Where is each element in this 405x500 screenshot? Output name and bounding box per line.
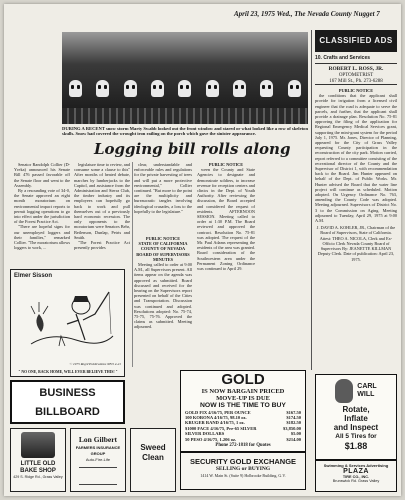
gold-price: $182.50 [286, 420, 301, 426]
photo-caption: DURING A RECENT snow storm Marty Swabb looked out the front window and stared or what looked like a row of skeleton skulls. Snow had covered the wrought iron railing on the porch which gave the sinister appearance. [62, 126, 308, 137]
bakery-icon [21, 432, 55, 458]
cartoon-credit: © 1975 Reg'd Publications NEO 4-21 [69, 362, 121, 366]
gold-price: $3,850.00 [283, 425, 301, 431]
gold-price: $167.50 [286, 409, 301, 415]
insurance-divider [79, 467, 117, 485]
carl-will-tire-ad [315, 374, 397, 460]
carl-name-line: WILL [357, 391, 375, 398]
bake-shop-ad [10, 428, 66, 492]
carl-service-line: Rotate, [342, 405, 370, 414]
cleaning-ad [130, 428, 176, 492]
snow-skull [151, 80, 164, 97]
column-rule [311, 30, 312, 370]
carl-name-line: CARL [357, 383, 377, 390]
column-rule [132, 162, 133, 367]
snow-railing-photo [62, 32, 308, 124]
snow-skull [233, 80, 246, 97]
optometrist-ad [315, 63, 397, 85]
carl-service-line: All 5 Tires for [335, 433, 377, 440]
insurance-lines: Auto-Fire-Life [85, 457, 111, 462]
article-column-1 [14, 162, 70, 267]
gold-price-row [181, 437, 305, 442]
plaza-tire-ad [315, 460, 397, 492]
gold-phone: Phone 272-1818 for Quotes [215, 442, 271, 448]
snow-skull [96, 80, 109, 97]
notice-body: ween the County and State Agencies to designate and demonstrate soldiers, to increase revenue for reception centers and clinics in the Dept. of Youth Authority. After reviewing the discussion, the Board accepted and considered the request of residents. AFTERNOON SESSION. Meeting called to order at 1:30 P.M. The Board reviewed and approved the contract. Resolution No. 75-81 was adopted. The request of the Mr. Paul Adams representing the residents of the area was granted. Board consideration of the Southwestern area under the Permanent Zoning Ordinance was continued to April 29. [197, 167, 255, 272]
cleaning-line: Sweed [140, 443, 166, 452]
classified-section-label: 10. Crafts and Services [315, 55, 371, 61]
notice-title: PUBLIC NOTICE [208, 162, 244, 167]
snow-skull [178, 80, 191, 97]
billboard-line: BUSINESS [39, 387, 96, 399]
fisherman-illustration [21, 284, 116, 354]
gold-bargain-ad [180, 370, 306, 452]
article-headline: Logging bill rolls along [94, 140, 291, 158]
security-name: SECURITY GOLD EXCHANGE [189, 457, 297, 466]
snow-skull [206, 80, 219, 97]
article-paragraph: legislature time to review, and consume some a clause to this" After months of heated debate, marches by lumberjacks to the Capitol, and assistance from the Administration and Sierra Club, the timber industry and its employees can hopefully go back to work and pull themselves out of a previously hard economic recession. The only opponents to the moratorium were Senators Behr, Beilenson, Dunlap, Petris and Smith. [74, 162, 130, 240]
notice-title: PUBLIC NOTICE [145, 236, 181, 241]
carl-price: $1.88 [344, 441, 368, 451]
notice-signature: J. DAVID A. KOHLER, JR., Chairman of the Board of Supervisors, State of California. Attest: THEO A. NICOLA, Clerk and Ex-Officio Clerk Nevada County Board of Supervisors By: JEANETTE KILLMAN Deputy Clerk. Date of publication: April 23, 1975. [316, 225, 396, 262]
carl-name [357, 383, 376, 399]
cleaning-line: Clean [142, 453, 164, 462]
notice-body: Meeting called to order at 9:00 A.M., all Supervisors present. All items appear on the agenda was approved as submitted. Board discussed and received for the hearing on the Supervisors report presented on behalf of the Cities and Transportation. Discussion was continued and adopted. Resolutions adopted: No. 75-74, 75-75, 75-76. Approved the claims as submitted. Meeting adjourned. [134, 262, 192, 330]
snow-skull [124, 80, 137, 97]
tire-address: Brunswick Rd. Grass Valley [332, 479, 380, 483]
carl-service-line: and Inspect [333, 423, 379, 432]
article-paragraph: "The Forest Practice Act presently provides [74, 240, 130, 251]
gold-item: $1000 FACE 4/16/75, Pre-65 SILVER [185, 425, 257, 431]
gold-item: 100 KORONA 4/16/75, 98.10 oz. [185, 414, 247, 420]
article-paragraph: clear, understandable and enforceable rules and regulations for the private harvesting of trees and will put a more protective environmental," Collier continued. "But more to the point are the multiplicity and bureaucratic tangles involving ideological crusades, a loss to the hopefully to the legislature." [134, 162, 192, 214]
gold-item: GOLD FIX 4/16/75, PER OUNCE [185, 409, 251, 415]
classified-ads-banner: CLASSIFIED ADS [315, 30, 397, 52]
tire-company-name: PLAZA [343, 468, 369, 475]
bake-shop-line: BAKE SHOP [20, 468, 56, 474]
snow-skull [69, 80, 82, 97]
cartoon-quote: " NO ONE, BACK HOME, WILL EVER BELIEVE THIS! " [18, 370, 118, 374]
snow-skull [288, 80, 301, 97]
newspaper-page [4, 4, 401, 496]
bake-shop-line: LITTLE OLD [20, 461, 56, 467]
optometrist-title: OPTOMETRIST [338, 72, 374, 78]
gold-item: SILVER DOLLARS [185, 431, 225, 437]
carl-service-line: Inflate [344, 414, 368, 423]
public-notice-far [315, 88, 397, 368]
business-billboard-banner [10, 380, 125, 424]
gold-subhead: MOVE-UP IS DUE [216, 395, 270, 402]
gold-subhead: IS NOW BARGAIN PRICED [201, 388, 285, 395]
insurance-agent-name: Lon Gilbert [78, 435, 118, 444]
bake-shop-address: 429 S. Ridge Rd., Grass Valley [13, 475, 63, 479]
notice-title: PUBLIC NOTICE [338, 88, 374, 93]
gold-price: $174.50 [286, 414, 301, 420]
skull-row [62, 68, 308, 108]
cartoon-title: Elmer Sisson [14, 273, 53, 279]
tire-tagline: Swimming & Services Advertising [323, 463, 389, 468]
article-column-3 [134, 162, 192, 232]
gold-price: $214.00 [286, 436, 301, 442]
article-column-2 [74, 162, 130, 267]
security-gold-exchange-ad [180, 452, 306, 490]
optometrist-name: ROBERT L. ROSS, JR. [328, 66, 384, 72]
gold-price: $5.00 [290, 431, 301, 437]
gold-callout: NOW IS THE TIME TO BUY [200, 402, 286, 409]
gold-item: 50 PESO 4/16/75, 1.206 oz. [185, 436, 237, 442]
security-tagline: SELLING or BUYING [215, 466, 271, 472]
article-paragraph: Senator Randolph Collier (D-Yreka) announced his Senate Bill 476 passed favorable off the Senate floor and went to the Assembly. [14, 162, 70, 188]
insurance-ad [70, 428, 126, 492]
gold-headline: GOLD [221, 371, 265, 388]
portrait-photo [335, 379, 353, 403]
notice-subtitle: STATE OF CALIFORNIA COUNTY OF NEVADA BOARD OF SUPERVISORS MINUTES [136, 241, 190, 262]
article-paragraph: "There are hopeful signs for our unemployed loggers and their families," remarked Collier. "The moratorium allows loggers to work, ... [14, 224, 70, 251]
porch-railing [62, 108, 308, 124]
cartoon-panel [10, 269, 125, 377]
optometrist-address: 167 Mill St., Ph. 273-6288 [329, 79, 383, 84]
insurance-company: FARMERS INSURANCE GROUP [75, 445, 121, 456]
public-notice-right [197, 162, 255, 366]
carl-header [316, 377, 396, 405]
dateline: April 23, 1975 Wed., The Nevada County Nugget 7 [234, 10, 380, 18]
tire-company-subname: TIRE CO., INC. [342, 475, 370, 479]
public-notice-mid [134, 236, 192, 366]
security-address: 1414 W. Main St. (Suite 9) Holbrooke Building, G.V. [200, 473, 286, 478]
gold-item: KRUGER RAND 4/16/75, 1 oz. [185, 420, 245, 426]
article-paragraph: By a resounding vote of 34-0, the Senate approved an eight month moratorium on environmental impact reports to permit logging operations to go into effect under the jurisdiction of the Forest Practice Act. [14, 188, 70, 225]
billboard-line: BILLBOARD [35, 406, 100, 418]
notice-body: the conditions that the applicant shall provide for irrigation from a licensed civil engineer that the road is adequate to serve the parcels, and further, that the applicant shall provide a drainage plan. Resolution No. 75-81 approving the filing of the application for Regional Emergency Medical Services grant, supporting the mini-grant system for the period July 1, 1975. Mr. Jones, Director of Planning, appeared for the City of Grass Valley requesting County participation in the reconstruction of the city park. Motion carried, report referred to a committee consisting of the recreational director of the County and the Supervisor of District 1, with recommendation back to the Board. Jim Hunter appeared on behalf of the Dept. of Public Works. Mr. Hunter advised the Board that the water line project will continue as scheduled. Motion adopted. On Urgency Ordinance No. 763, amending the County Code was adopted. Meeting adjourned. Supervisors of District No. 3 to the Commission on Aging. Meeting adjourned to Tuesday, April 29, 1975 at 9:00 A.M. [315, 93, 397, 224]
snow-skull [260, 80, 273, 97]
